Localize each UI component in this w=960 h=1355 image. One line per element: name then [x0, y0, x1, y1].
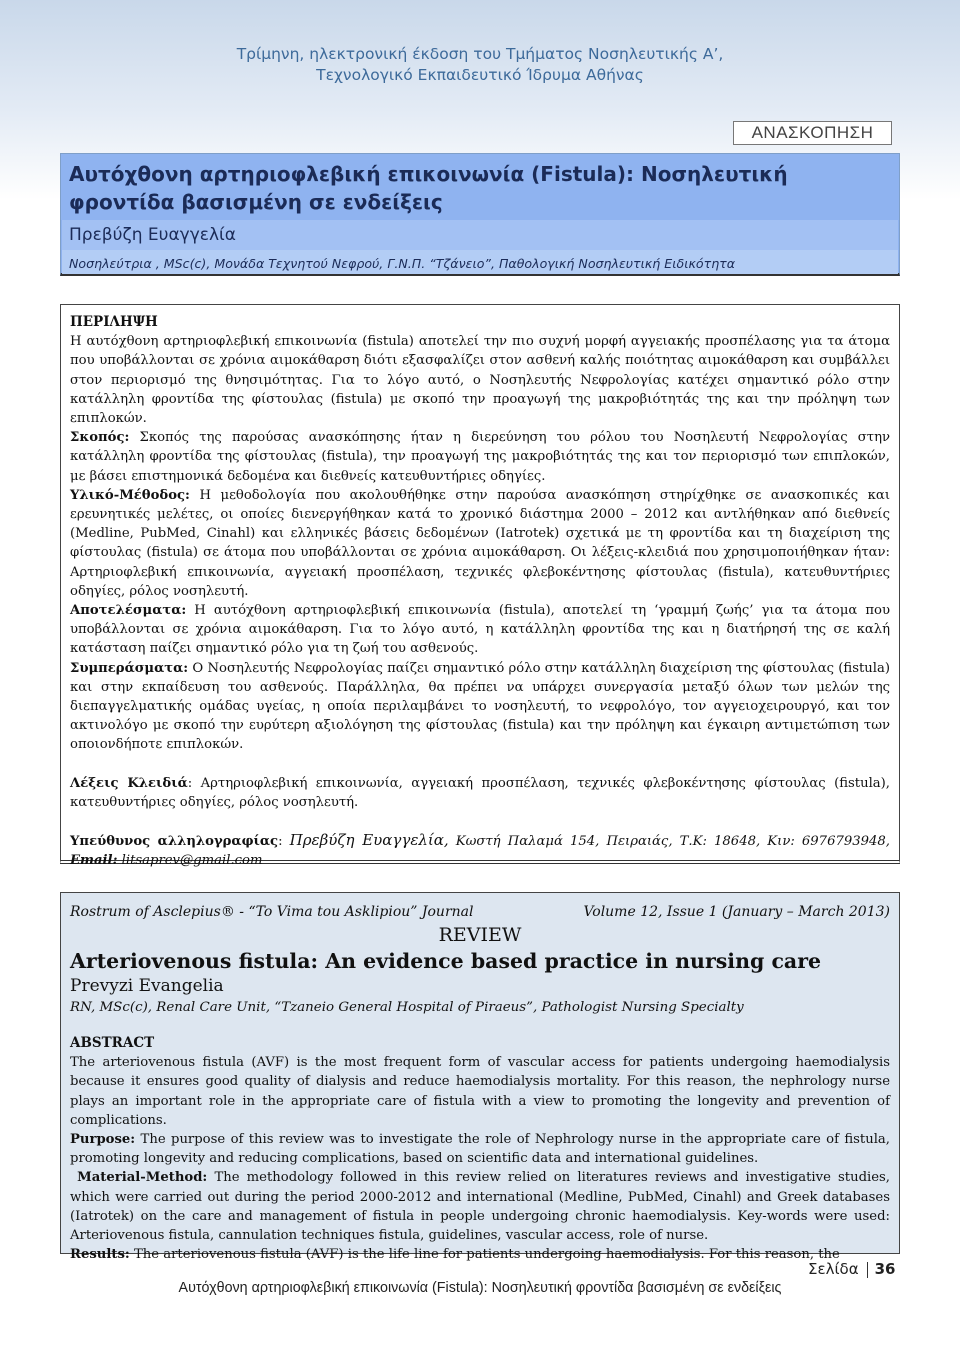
- english-title: Arteriovenous fistula: An evidence based practice in nursing care: [70, 949, 822, 973]
- english-results-label: Results:: [70, 1247, 130, 1263]
- greek-results-label: Αποτελέσματα:: [70, 603, 187, 619]
- english-purpose: [70, 1130, 890, 1168]
- greek-keywords: [70, 774, 890, 812]
- page-label: Σελίδα: [808, 1260, 859, 1278]
- greek-method-label: Υλικό-Μέθοδος:: [70, 487, 190, 503]
- journal-header-line1: Τρίμηνη, ηλεκτρονική έκδοση του Τμήματος Νοσηλευτικής Α’,: [236, 45, 724, 63]
- greek-conclusions: [70, 659, 890, 755]
- page-separator: [867, 1262, 868, 1278]
- correspondence-name: Πρεβύζη Ευαγγελία,: [289, 831, 449, 850]
- greek-aim: [70, 428, 890, 486]
- english-author: Prevyzi Evangelia: [70, 976, 224, 996]
- greek-results-text: Η αυτόχθονη αρτηριοφλεβική επικοινωνία (fistula), αποτελεί τη ‘γραμμή ζωής’ για τα άτομα που υποβάλλονται σε χρόνια αιμοκάθαρση. Για το λόγο αυτό, η κατάλληλη φροντίδα της και η διατήρησή της σε καλή κατάσταση παίζει σημαντικό ρόλο για τη ζωή του ασθενούς.: [70, 603, 890, 657]
- journal-header: [0, 44, 960, 86]
- greek-results: [70, 601, 890, 659]
- greek-method: [70, 486, 890, 601]
- english-journal-row: [70, 901, 890, 923]
- english-abstract-heading: ABSTRACT: [70, 1035, 155, 1051]
- correspondence-label: Υπεύθυνος αλληλογραφίας: [70, 834, 279, 850]
- english-method: [70, 1168, 890, 1245]
- english-purpose-text: The purpose of this review was to investigate the role of Nephrology nurse in the appropriate care of fistula, promoting longevity and reducing complications, based on scientific data and international guidelines.: [70, 1132, 890, 1167]
- greek-abstract-box: [60, 304, 900, 869]
- greek-affiliation: Νοσηλεύτρια , MSc(c), Μονάδα Τεχνητού Νεφρού, Γ.Ν.Π. “Τζάνειο”, Παθολογική Νοσηλευτική Ειδικότητα: [69, 256, 736, 271]
- english-abstract-intro: The arteriovenous fistula (AVF) is the most frequent form of vascular access for patients undergoing haemodialysis because it ensures good quality of dialysis and reduce haemodialysis mortality. For this reason, the nephrology nurse plays an important role in the appropriate care of fistula with a view to promoting the longevity and prevention of complications.: [70, 1055, 890, 1128]
- page-number-value: 36: [874, 1260, 896, 1278]
- journal-header-line2: Τεχνολογικό Εκπαιδευτικό Ίδρυμα Αθήνας: [316, 66, 644, 84]
- greek-title: Αυτόχθονη αρτηριοφλεβική επικοινωνία (Fistula): Νοσηλευτική φροντίδα βασισμένη σε ενδείξεις: [69, 162, 788, 214]
- english-results: [70, 1245, 890, 1264]
- correspondence-address: Κωστή Παλαμά 154, Πειραιάς, Τ.Κ: 18648, Κιν: 6976793948,: [448, 834, 890, 850]
- greek-abstract-heading: ΠΕΡΙΛΗΨΗ: [70, 314, 158, 330]
- greek-aim-label: Σκοπός:: [70, 430, 130, 446]
- greek-keywords-text: : Αρτηριοφλεβική επικοινωνία, αγγειακή προσπέλαση, τεχνικές φλεβοκέντησης φίστουλας (fistula), κατευθυντήριες οδηγίες, ρόλος νοσηλευτή.: [70, 775, 890, 810]
- greek-conclusions-text: Ο Νοσηλευτής Νεφρολογίας παίζει σημαντικό ρόλο στην κατάλληλη διαχείριση της φίστουλας (fistula) και στην εκπαίδευση του ασθενούς. Παράλληλα, θα πρέπει να υπάρχει συνεργασία μεταξύ όλων των μελών της διεπαγγελματικής ομάδας υγείας, η οποία περιλαμβάνει το νοσηλευτή, το νεφρολόγο, τον αγγειοχειρουργό, και τον ακτινολόγο με σκοπό την ευρύτερη αξιολόγηση της φίστουλας (fistula) και την πρόληψη και έγκαιρη αντιμετώπιση των οποιονδήποτε επιπλοκών.: [70, 660, 890, 753]
- english-method-text: The methodology followed in this review relied on literatures reviews and investigative studies, which were carried out during the period 2000-2012 and international (Medline, PubMed, Cinahl) and Greek databases (Iatrotek) on the care and management of fistula in people undergoing chronic haemodialysis. Key-words were used: Arteriovenous fistula, cannulation techniques fistula, guidelines, vascular access, role of nurse.: [70, 1170, 890, 1244]
- greek-abstract-intro: Η αυτόχθονη αρτηριοφλεβική επικοινωνία (fistula) αποτελεί την πιο συχνή μορφή αγγειακής προσπέλασης για τα άτομα που υποβάλλονται σε χρόνια αιμοκάθαρση διότι εξασφαλίζει στον ασθενή καλής ποιότητας αιμοκάθαρση και συμβάλλει στον περιορισμό της θνησιμότητας. Για το λόγο αυτό, ο Νοσηλευτής Νεφρολογίας κατέχει σημαντικό ρόλο στην κατάλληλη φροντίδα της φίστουλας (fistula) με σκοπό την προαγωγή της μακροβιότητάς της και την πρόληψη των επιπλοκών.: [70, 334, 890, 427]
- greek-conclusions-label: Συμπεράσματα:: [70, 660, 189, 676]
- greek-aim-text: Σκοπός της παρούσας ανασκόπησης ήταν η διερεύνηση του ρόλου του Νοσηλευτή Νεφρολογίας στην κατάλληλη φροντίδα της φίστουλας (fistula), την προαγωγή της μακροβιότητάς της και τον περιορισμό των επιπλοκών, με βάσει επιστημονικά δεδομένα και διεθνείς κατευθυντήριες οδηγίες.: [70, 430, 890, 484]
- english-abstract-box: [60, 892, 900, 1263]
- greek-title-box: [60, 153, 900, 276]
- english-journal-volume: Volume 12, Issue 1 (January – March 2013): [583, 904, 890, 920]
- english-review-label: REVIEW: [438, 924, 522, 946]
- correspondence: Υπεύθυνος αλληλογραφίας: Πρεβύζη Ευαγγελία, Κωστή Παλαμά 154, Πειραιάς, Τ.Κ: 18648, Κιν: 6976793948, Email: litsaprev@gmail.com: [70, 831, 890, 869]
- english-purpose-label: Purpose:: [70, 1132, 136, 1148]
- english-method-label: Material-Method:: [77, 1170, 208, 1186]
- section-label: ΑΝΑΣΚΟΠΗΣΗ: [733, 121, 892, 145]
- greek-author: Πρεβύζη Ευαγγελία: [69, 225, 236, 245]
- english-results-text: The arteriovenous fistula (AVF) is the life line for patients undergoing haemodialysis. For this reason, the: [129, 1247, 840, 1263]
- email-label: Email:: [70, 853, 118, 869]
- greek-keywords-label: Λέξεις Κλειδιά: [70, 775, 188, 791]
- greek-method-text: Η μεθοδολογία που ακολουθήθηκε στην παρούσα ανασκόπηση στηρίχθηκε σε ανασκοπικές και ερευνητικές μελέτες, οι οποίες διενεργήθηκαν κατά το χρονικό διάστημα 2000 – 2012 και αντλήθηκαν από διεθνείς (Medline, PubMed, Cinahl) και ελληνικές βάσεις δεδομένων (Iatrotek) σχετικά με τη φροντίδα και τη διαχείριση της φίστουλας (fistula) σε άτομα που υποβάλλονται σε χρόνια αιμοκάθαρση. Οι λέξεις-κλειδιά που χρησιμοποιήθηκαν ήταν: Αρτηριοφλεβική επικοινωνία, αγγειακή προσπέλαση, τεχνικές φλεβοκέντησης φίστουλας (fistula), κατευθυντήριες οδηγίες, ρόλος νοσηλευτή.: [70, 487, 890, 599]
- email-link[interactable]: litsaprev@gmail.com: [117, 853, 263, 869]
- english-journal-name: Rostrum of Asclepius® - “To Vima tou Asklipiou” Journal: [70, 904, 474, 920]
- page-number: [808, 1258, 895, 1280]
- page-footer: Αυτόχθονη αρτηριοφλεβική επικοινωνία (Fistula): Νοσηλευτική φροντίδα βασισμένη σε ενδείξεις: [178, 1280, 782, 1296]
- english-affiliation: RN, MSc(c), Renal Care Unit, “Tzaneio General Hospital of Piraeus”, Pathologist Nursing Specialty: [70, 1000, 744, 1015]
